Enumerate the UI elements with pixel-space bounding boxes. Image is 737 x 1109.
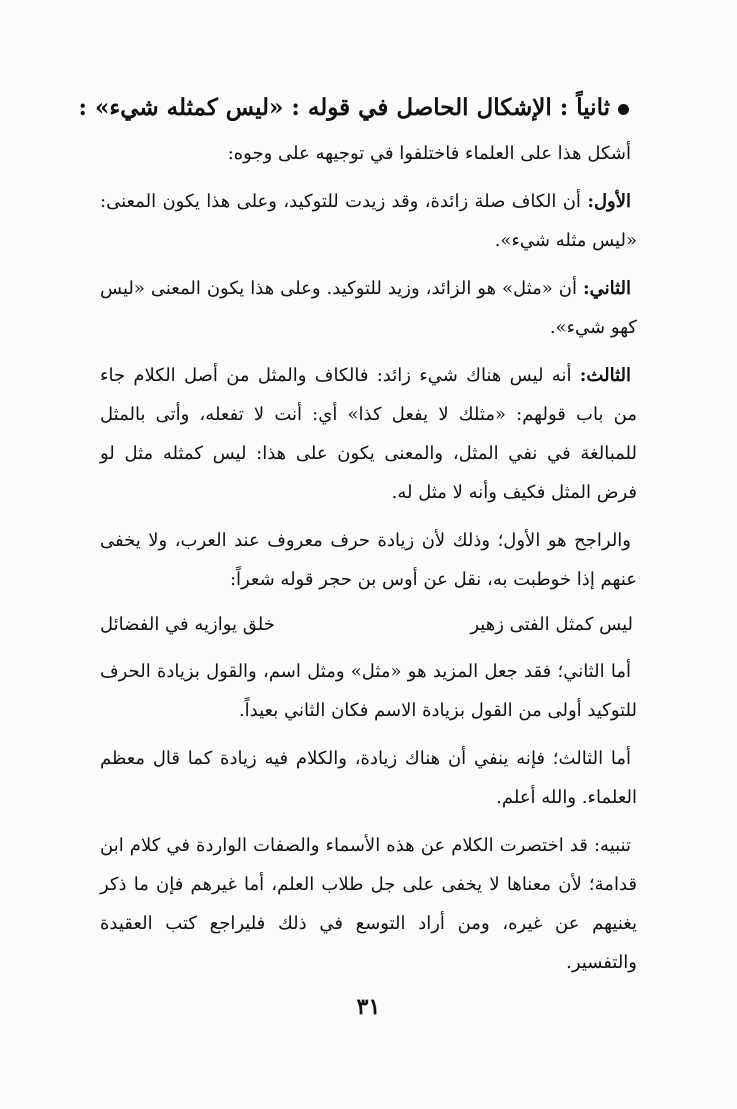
paragraph-text: أشكل هذا على العلماء فاختلفوا في توجيهه على وجوه:	[227, 143, 631, 164]
paragraph-text: أن «مثل» هو الزائد، وزيد للتوكيد. وعلى هذا يكون المعنى «ليس كهو شيء».	[100, 278, 637, 338]
paragraph	[100, 826, 637, 982]
paragraph-text: أن الكاف صلة زائدة، وقد زيدت للتوكيد، وعلى هذا يكون المعنى: «ليس مثله شيء».	[100, 191, 637, 251]
paragraph-text: والراجح هو الأول؛ وذلك لأن زيادة حرف معروف عند العرب، ولا يخفى عنهم إذا خوطبت به، نقل عن أوس بن حجر قوله شعراً:	[100, 530, 637, 590]
paragraph	[100, 356, 637, 512]
poetry-verse	[100, 608, 637, 642]
bullet-icon	[618, 104, 629, 115]
paragraph-lead: الأول:	[587, 191, 631, 212]
paragraph	[100, 134, 637, 173]
paragraph	[100, 739, 637, 817]
paragraph-text: أنه ليس هناك شيء زائد: فالكاف والمثل من أصل الكلام جاء من باب قولهم: «مثلك لا يفعل كذا» أي: أنت لا تفعله، وأتى بالمثل للمبالغة في نفي المثل، والمعنى يكون على هذا: ليس كمثله مثل لو فرض المثل فكيف وأنه لا مثل له.	[100, 365, 637, 503]
verse-second-hemistich: خلق يوازيه في الفضائل	[100, 614, 275, 635]
paragraph-text: تنبيه: قد اختصرت الكلام عن هذه الأسماء والصفات الواردة في كلام ابن قدامة؛ لأن معناها لا يخفى على جل طلاب العلم، أما غيرهم فإن ما ذكر يغنيهم عن غيره، ومن أراد التوسع في ذلك فليراجع كتب العقيدة والتفسير.	[100, 835, 637, 973]
paragraph-text: أما الثاني؛ فقد جعل المزيد هو «مثل» ومثل اسم، والقول بزيادة الحرف للتوكيد أولى من القول بزيادة الاسم فكان الثاني بعيداً.	[100, 661, 637, 721]
paragraph-text: أما الثالث؛ فإنه ينفي أن هناك زيادة، والكلام فيه زيادة كما قال معظم العلماء. والله أعلم.	[100, 748, 637, 808]
section-heading-text: ثانياً : الإشكال الحاصل في قوله : «ليس كمثله شيء» :	[78, 94, 610, 121]
paragraph	[100, 182, 637, 260]
paragraph-lead: الثاني:	[582, 278, 631, 299]
verse-first-hemistich: ليس كمثل الفتى زهير	[470, 614, 633, 635]
paragraph	[100, 269, 637, 347]
section-heading	[78, 92, 637, 124]
paragraph	[100, 652, 637, 730]
paragraph	[100, 521, 637, 599]
page-number: ٣١	[356, 994, 381, 1020]
paragraph-lead: الثالث:	[579, 365, 631, 386]
